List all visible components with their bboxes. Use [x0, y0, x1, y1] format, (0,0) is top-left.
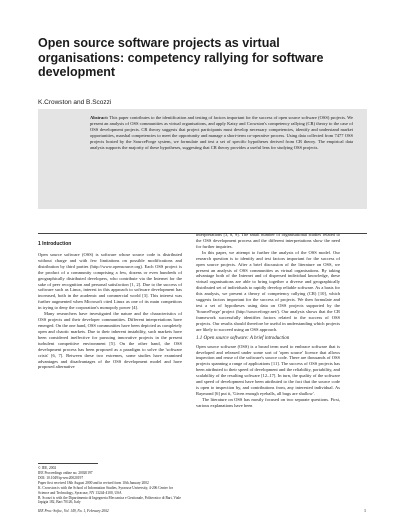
footnote-divider	[38, 463, 98, 464]
body-paragraph: interpretations [3, 8, 9]. The small number of organisational studies related to the OSS development process and the different interpretations show the need for further inquiries.	[196, 232, 340, 249]
subsection-heading: 1.1 Open source software: A brief introduction	[196, 335, 290, 341]
footnote: B. Scozzi is with the Dipartimento di Ingegneria Meccanica e Gestionale, Politecnico di Bari, Viale Japigia 182, Bari 70126, Italy	[38, 495, 181, 505]
body-paragraph: The literature on OSS has mostly focused on two separate questions. First, various explanations have been	[196, 396, 340, 408]
body-paragraph: Many researchers have investigated the nature and the characteristics of OSS projects and their developer communities. Different interpretations have emerged. On the one hand, OSS communities have been depicted as completely open and chaotic markets. Due to their inherent instability, such markets have been considered ineffective for pursuing innovative projects in the present turbulent competitive environment [5]. On the other hand, the OSS development process has been proposed as a paradigm to solve the 'software crisis' [6, 7]. Between these two extremes, some studies have examined advantages and disadvantages of the OSS development model and have proposed alternative	[38, 311, 182, 370]
authors: K.Crowston and B.Scozzi	[38, 99, 112, 106]
body-paragraph: Open source software (OSS) is software whose source code is distributed without charge and with few limitations on possible modifications and distribution by third parties (http://www.opensource.org). Each OSS project is the product of a community comprising a few, dozens or even hundreds of geographically distributed developers, who contribute via the Internet for the sake of peer recognition and personal satisfaction [1, 2]. Due to the success of software such as Linux, interest in this approach to software development has increased, both in the academic and commercial world [3]. This interest was further augmented when Microsoft cited Linux as one of its main competitors in trying to deny the corporation's monopoly power [4].	[38, 251, 182, 311]
section-heading-introduction: 1 Introduction	[38, 241, 72, 247]
abstract-text: This paper contributes to the identification and testing of factors important for the success of open source software (OSS) projects. We present an analysis of OSS communities as virtual organisations, and apply Katzy and Crowston's competency rallying (CR) theory to the case of OSS development projects. CR theory suggests that project participants must develop necessary competencies, identify and understand market opportunities, marshal competencies to meet the opportunity and manage a short-term co-operative process. Using data collected from 7477 OSS projects hosted by the SourceForge system, we formulate and test a set of specific hypotheses derived from CR theory. The empirical data analysis supports the majority of these hypotheses, suggesting that CR theory provides a useful lens for studying OSS projects.	[90, 115, 353, 151]
page-number: 3	[364, 509, 366, 513]
body-paragraph: In this paper, we attempt to further the analysis of the OSS model. Our research question is to identify and test factors important for the success of open source projects. After a brief discussion of the literature on OSS, we present an analysis of OSS communities as virtual organisations. By taking advantage both of the Internet and of dispersed individual knowledge, these virtual organisations are able to bring together a diverse and geographically distributed set of individuals to rapidly develop reliable software. As a basis for this analysis, we present a theory of competency rallying (CR) [10], which suggests factors important for the success of projects. We then formulate and test a set of hypotheses using data on OSS projects supported by the 'SourceForge' project (http://sourceforge.net/). Our analysis shows that the CR framework successfully identifies factors related to the success of OSS projects. Our results should therefore be useful in understanding which projects are likely to succeed using an OSS approach.	[196, 249, 340, 332]
running-footer: IEE Proc.-Softw., Vol. 149, No. 1, February 2002	[38, 509, 109, 513]
footnote: DOI: 10.1049/ip-sen:20020197	[38, 475, 84, 480]
body-paragraph: Open source software (OSS) is a broad term used to embrace software that is developed and released under some sort of 'open source' licence that allows inspection and reuse of the software's source code. There are thousands of OSS projects spanning a range of applications [11]. The success of OSS projects has been attributed to their speed of development and the reliability, portability, and scalability of the resulting software [12–17]. In turn, the quality of the software and speed of development have been attributed to the fact that the source code is open to inspection by, and contributions from, any interested individual. As Raymond [6] put it, 'Given enough eyeballs, all bugs are shallow'.	[196, 343, 340, 396]
left-column	[38, 242, 182, 370]
footnote: Paper first received 18th August 2000 and in revised form 10th January 2002	[38, 480, 149, 485]
footnote: IEE Proceedings online no. 20020197	[38, 470, 93, 475]
paper-title: Open source software projects as virtual organisations: competency rallying for software development	[38, 36, 324, 79]
abstract-box	[38, 109, 367, 209]
footnote: K. Crowston is with the School of Information Studies, Syracuse University, 4-206 Center for Science and Technology, Syracuse, NY 13244-4100, USA	[38, 485, 173, 495]
right-column	[196, 232, 340, 409]
footnote: © IEE, 2002	[38, 466, 57, 470]
footnotes	[38, 466, 182, 505]
abstract-label: Abstract:	[90, 115, 109, 120]
